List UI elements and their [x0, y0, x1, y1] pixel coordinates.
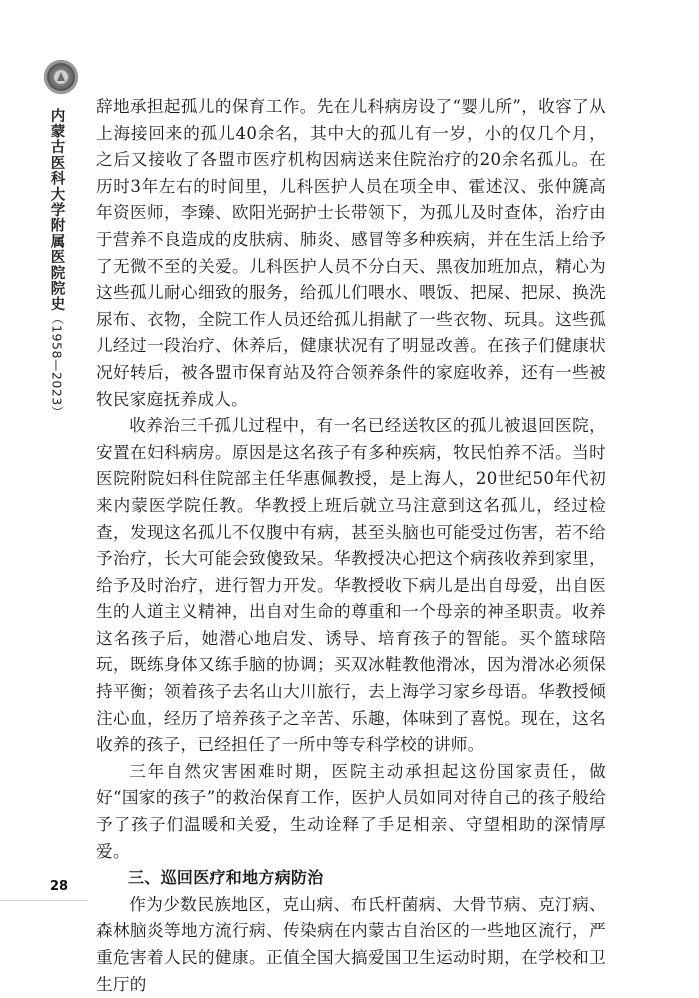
page-number: 28 [50, 879, 69, 894]
book-years: （1958—2023） [49, 312, 65, 419]
paragraph-orphans-care: 辞地承担起孤儿的保育工作。先在儿科病房设了“婴儿所”，收容了从上海接回来的孤儿40余名，其中大的孤儿有一岁，小的仅几个月，之后又接收了各盟市医疗机构因病送来住院治疗的20余名孤儿。在历时3年左右的时间里，儿科医护人员在项全申、霍述汉、张仲篪高年资医师，李臻、欧阳光弼护士长带领下，为孤儿及时查体，治疗由于营养不良造成的皮肤病、肺炎、感冒等多种疾病，并在生活上给予了无微不至的关爱。儿科医护人员不分白天、黑夜加班加点，精心为这些孤儿耐心细致的服务，给孤儿们喂水、喂饭、把屎、把尿、换洗尿布、衣物，全院工作人员还给孤儿捐献了一些衣物、玩具。这些孤儿经过一段治疗、休养后，健康状况有了明显改善。在孩子们健康状况好转后，被各盟市保育站及符合领养条件的家庭收养，还有一些被牧民家庭抚养成人。 [96, 97, 606, 409]
running-book-title [49, 108, 64, 419]
paragraph-professor-hua: 收养治三千孤儿过程中，有一名已经送牧区的孤儿被退回医院，安置在妇科病房。原因是这名孩子有多种疾病，牧民怕养不活。当时医院附院妇科住院部主任华惠佩教授，是上海人，20世纪50年代初来内蒙医学院任教。华教授上班后就立马注意到这名孤儿，经过检查，发现这名孤儿不仅腹中有病，甚至头脑也可能受过伤害，若不给予治疗，长大可能会致傻致呆。华教授决心把这个病孩收养到家里，给予及时治疗，进行智力开发。华教授收下病儿是出自母爱，出自医生的人道主义精神，出自对生命的尊重和一个母亲的神圣职责。收养这名孩子后，她潜心地启发、诱导、培育孩子的智能。买个篮球陪玩，既练身体又练手脑的协调；买双冰鞋教他滑冰，因为滑冰必须保持平衡；领着孩子去名山大川旅行，去上海学习家乡母语。华教授倾注心血，经历了培养孩子之辛苦、乐趣，体味到了喜悦。现在，这名收养的孩子，已经担任了一所中等专科学校的讲师。 [96, 416, 606, 755]
side-rail [28, 50, 82, 870]
book-title-text: 内蒙古医科大学附属医院院史 [48, 108, 65, 313]
page-number-rule [0, 900, 88, 901]
paragraph-national-children: 三年自然灾害困难时期，医院主动承担起这份国家责任，做好“国家的孩子”的救治保育工作，医护人员如同对待自己的孩子般给予了孩子们温暖和关爱，生动诠释了手足相亲、守望相助的深情厚爱。 [96, 761, 606, 861]
paragraph-endemic-diseases: 作为少数民族地区，克山病、布氏杆菌病、大骨节病、克汀病、森林脑炎等地方流行病、传染病在内蒙古自治区的一些地区流行，严重危害着人民的健康。正值全国大搞爱国卫生运动时期，在学校和卫生厅的 [96, 894, 606, 994]
section-heading: 三、巡回医疗和地方病防治 [128, 868, 324, 888]
university-logo-icon [44, 60, 78, 94]
page-body [96, 94, 606, 998]
